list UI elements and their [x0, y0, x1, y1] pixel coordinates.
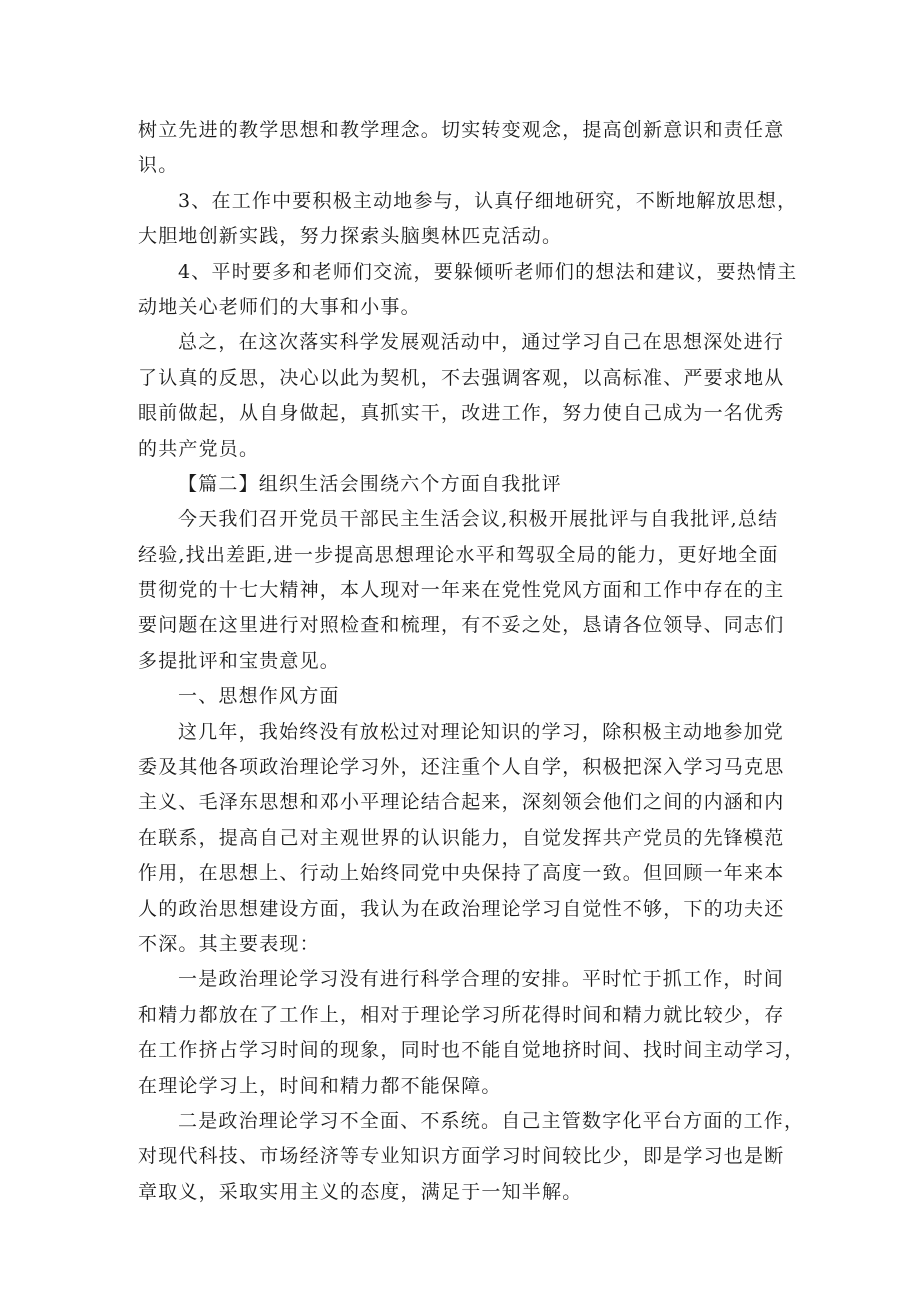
text-line: 动地关心老师们的大事和小事。	[138, 295, 421, 318]
text-line: 贯彻党的十七大精神，本人现对一年来在党性党风方面和工作中存在的主	[138, 579, 785, 602]
text-line: 眼前做起，从自身做起，真抓实干，改进工作，努力使自己成为一名优秀	[138, 402, 785, 425]
text-line: 二是政治理论学习不全面、不系统。自己主管数字化平台方面的工作，	[178, 1109, 805, 1132]
text-line: 今天我们召开党员干部民主生活会议,积极开展批评与自我批评,总结	[178, 508, 779, 531]
text-line: 作用，在思想上、行动上始终同党中央保持了高度一致。但回顾一年来本	[138, 862, 785, 885]
text-line: 多提批评和宝贵意见。	[138, 649, 341, 672]
text-line: 总之，在这次落实科学发展观活动中，通过学习自己在思想深处进行	[178, 331, 785, 354]
text-line: 大胆地创新实践，努力探索头脑奥林匹克活动。	[138, 225, 563, 248]
text-line: 识。	[138, 154, 179, 177]
text-line: 委及其他各项政治理论学习外，还注重个人自学，积极把深入学习马克思	[138, 756, 785, 779]
text-line: 人的政治思想建设方面，我认为在政治理论学习自觉性不够，下的功夫还	[138, 897, 785, 920]
text-line: 的共产党员。	[138, 437, 260, 460]
text-line: 4、平时要多和老师们交流，要躲倾听老师们的想法和建议，要热情主	[178, 260, 798, 283]
text-line: 【篇二】组织生活会围绕六个方面自我批评	[178, 472, 562, 495]
text-line: 和精力都放在了工作上，相对于理论学习所花得时间和精力就比较少，存	[138, 1003, 785, 1026]
text-line: 经验,找出差距,进一步提高思想理论水平和驾驭全局的能力，更好地全面	[138, 543, 779, 566]
text-line: 了认真的反思，决心以此为契机，不去强调客观，以高标准、严要求地从	[138, 366, 785, 389]
text-line: 主义、毛泽东思想和邓小平理论结合起来，深刻领会他们之间的内涵和内	[138, 791, 785, 814]
text-line: 对现代科技、市场经济等专业知识方面学习时间较比少，即是学习也是断	[138, 1145, 785, 1168]
text-line: 3、在工作中要积极主动地参与，认真仔细地研究，不断地解放思想，	[178, 189, 798, 212]
text-line: 这几年，我始终没有放松过对理论知识的学习，除积极主动地参加党	[178, 720, 785, 743]
document-body	[138, 113, 805, 1210]
text-line: 一是政治理论学习没有进行科学合理的安排。平时忙于抓工作，时间	[178, 968, 785, 991]
text-line: 章取义，采取实用主义的态度，满足于一知半解。	[138, 1180, 583, 1203]
text-line: 不深。其主要表现：	[138, 932, 320, 955]
text-line: 在工作挤占学习时间的现象，同时也不能自觉地挤时间、找时间主动学习，	[138, 1039, 805, 1062]
text-line: 一、思想作风方面	[178, 685, 340, 708]
text-line: 在理论学习上，时间和精力都不能保障。	[138, 1074, 502, 1097]
text-line: 树立先进的教学思想和教学理念。切实转变观念，提高创新意识和责任意	[138, 119, 785, 141]
text-line: 在联系，提高自己对主观世界的认识能力，自觉发挥共产党员的先锋模范	[138, 826, 785, 849]
text-line: 要问题在这里进行对照检查和梳理，有不妥之处，恳请各位领导、同志们	[138, 614, 785, 637]
